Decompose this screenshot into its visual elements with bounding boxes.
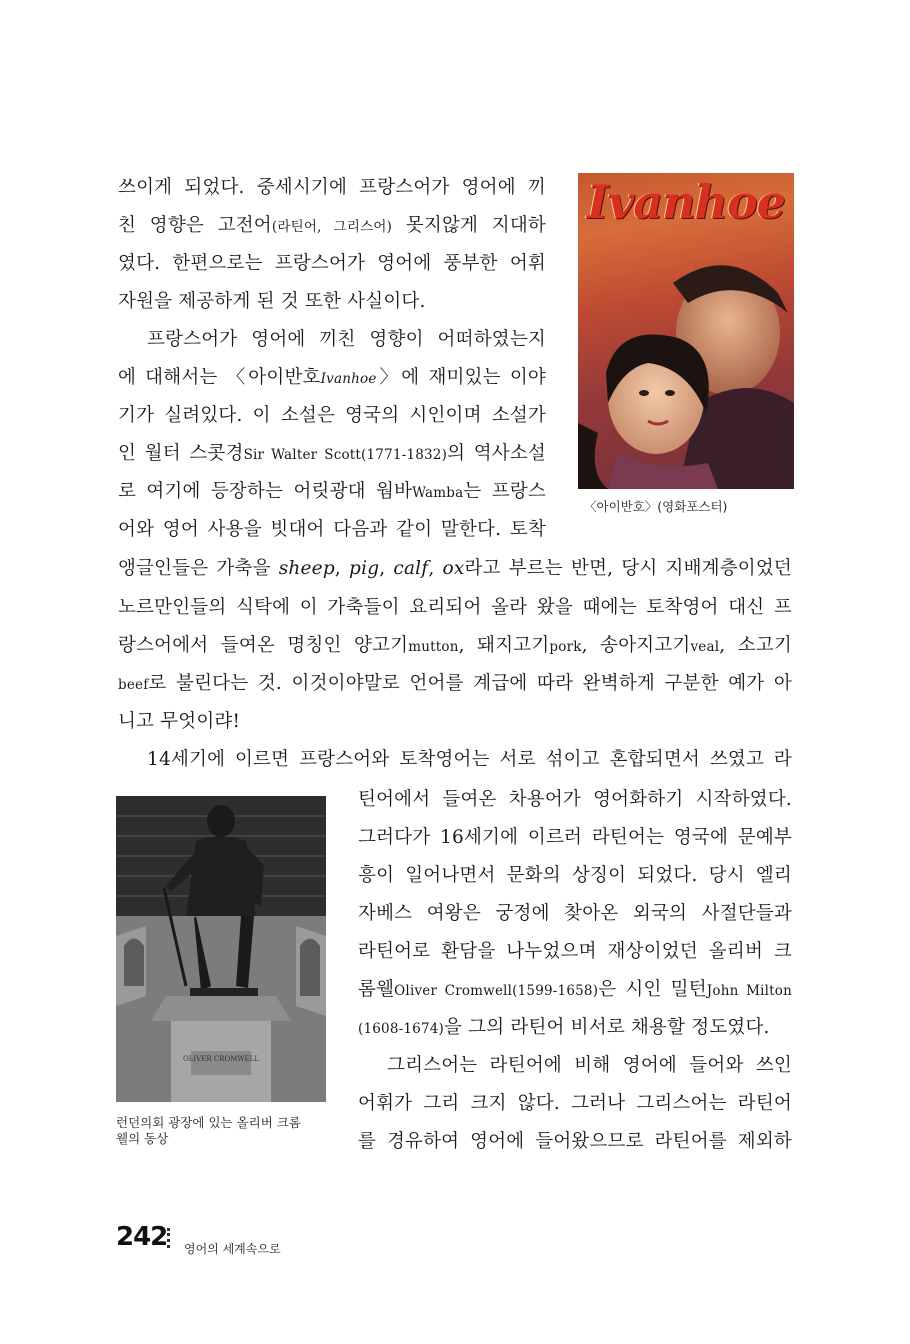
text-line: 라틴어로 환담을 나누었으며 재상이었던 올리버 크 <box>358 941 792 962</box>
text-line: 친 영향은 고전어(라틴어, 그리스어) 못지않게 지대하 <box>118 215 546 236</box>
text-line: 노르만인들의 식탁에 이 가축들이 요리되어 올라 왔을 때에는 토착영어 대신 프 <box>118 597 792 618</box>
statue-caption-line: 웰의 동상 <box>116 1131 169 1146</box>
page-number-separator <box>167 1228 173 1248</box>
text-line: beef로 불린다는 것. 이것이야말로 언어를 계급에 따라 완벽하게 구분한 예가 아 <box>118 673 792 694</box>
statue-plaque: OLIVER CROMWELL <box>183 1055 259 1063</box>
text-line: 를 경유하여 영어에 들어왔으므로 라틴어를 제외하 <box>358 1131 792 1152</box>
text-line: 자베스 여왕은 궁정에 찾아온 외국의 사절단들과 <box>358 903 792 924</box>
text-line: 롬웰Oliver Cromwell(1599-1658)은 시인 밀턴John Milton <box>358 979 792 1000</box>
text-line: 기가 실려있다. 이 소설은 영국의 시인이며 소설가 <box>118 405 546 426</box>
text-line: 쓰이게 되었다. 중세시기에 프랑스어가 영어에 끼 <box>118 177 546 198</box>
text-line: (1608-1674)을 그의 라틴어 비서로 채용할 정도였다. <box>358 1017 770 1038</box>
text-line: 틴어에서 들여온 차용어가 영어화하기 시작하였다. <box>358 789 792 810</box>
running-footer-title: 영어의 세계속으로 <box>184 1242 281 1256</box>
statue-caption-line: 런던의회 광장에 있는 올리버 크롬 <box>116 1115 301 1130</box>
text-line: 프랑스어가 영어에 끼친 영향이 어떠하였는지 <box>147 329 546 350</box>
page-number: 242 <box>116 1222 168 1252</box>
text-line: 어와 영어 사용을 빗대어 다음과 같이 말한다. 토착 <box>118 519 546 540</box>
ivanhoe-poster-image <box>578 173 794 489</box>
text-line: 흥이 일어나면서 문화의 상징이 되었다. 당시 엘리 <box>358 865 792 886</box>
text-line: 였다. 한편으로는 프랑스어가 영어에 풍부한 어휘 <box>118 253 546 274</box>
text-line: 어휘가 그리 크지 않다. 그러나 그리스어는 라틴어 <box>358 1093 792 1114</box>
text-line: 로 여기에 등장하는 어릿광대 웜바Wamba는 프랑스 <box>118 481 546 502</box>
text-line: 니고 무엇이랴! <box>118 711 241 732</box>
text-line: 그러다가 16세기에 이르러 라틴어는 영국에 문예부 <box>358 827 792 848</box>
statue-illustration <box>116 796 326 1102</box>
text-line: 자원을 제공하게 된 것 또한 사실이다. <box>118 291 426 312</box>
text-line: 그리스어는 라틴어에 비해 영어에 들어와 쓰인 <box>387 1055 792 1076</box>
text-line: 랑스어에서 들여온 명칭인 양고기mutton, 돼지고기pork, 송아지고기veal, 소고기 <box>118 635 792 656</box>
statue-caption <box>116 1115 301 1147</box>
poster-caption: 〈아이반호〉(영화포스터) <box>584 499 728 514</box>
poster-title: Ivanhoe <box>587 175 785 229</box>
text-line: 인 월터 스콧경Sir Walter Scott(1771-1832)의 역사소설 <box>118 443 546 464</box>
text-line: 앵글인들은 가축을 sheep, pig, calf, ox라고 부르는 반면, 당시 지배계층이었던 <box>118 558 792 579</box>
cromwell-statue-image <box>116 796 326 1102</box>
text-line: 에 대해서는 〈아이반호Ivanhoe〉에 재미있는 이야 <box>118 367 546 388</box>
text-line: 14세기에 이르면 프랑스어와 토착영어는 서로 섞이고 혼합되면서 쓰였고 라 <box>147 749 792 770</box>
